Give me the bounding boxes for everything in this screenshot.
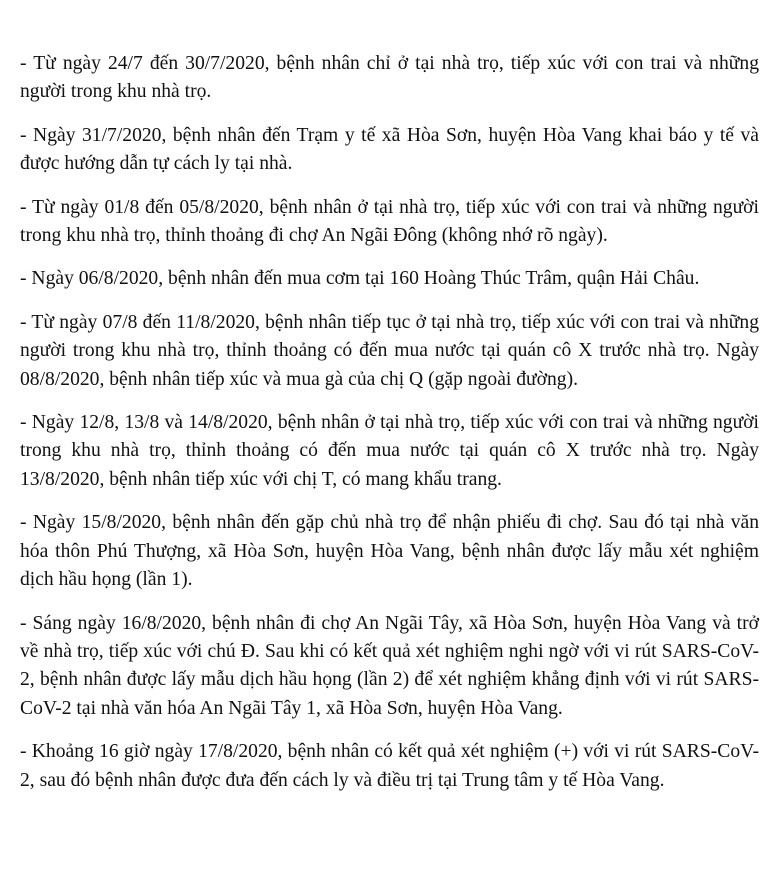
paragraph-5: - Từ ngày 07/8 đến 11/8/2020, bệnh nhân tiếp tục ở tại nhà trọ, tiếp xúc với con trai và những người trong khu nhà trọ, thỉnh thoảng có đến mua nước tại quán cô X trước nhà trọ. Ngày 08/8/2020, bệnh nhân tiếp xúc và mua gà của chị Q (gặp ngoài đường). bbox=[20, 311, 759, 390]
paragraph-1: - Từ ngày 24/7 đến 30/7/2020, bệnh nhân chỉ ở tại nhà trọ, tiếp xúc với con trai và những người trong khu nhà trọ. bbox=[20, 53, 759, 103]
paragraph-8: - Sáng ngày 16/8/2020, bệnh nhân đi chợ An Ngãi Tây, xã Hòa Sơn, huyện Hòa Vang và trở về nhà trọ, tiếp xúc với chú Đ. Sau khi có kết quả xét nghiệm nghi ngờ với vi rút SARS-CoV-2, bệnh nhân được lấy mẫu dịch hầu họng (lần 2) để xét nghiệm khẳng định với vi rút SARS-CoV-2 tại nhà văn hóa An Ngãi Tây 1, xã Hòa Sơn, huyện Hòa Vang. bbox=[20, 612, 759, 719]
paragraph-2: - Ngày 31/7/2020, bệnh nhân đến Trạm y tế xã Hòa Sơn, huyện Hòa Vang khai báo y tế và được hướng dẫn tự cách ly tại nhà. bbox=[20, 124, 759, 175]
paragraph-7: - Ngày 15/8/2020, bệnh nhân đến gặp chủ nhà trọ để nhận phiếu đi chợ. Sau đó tại nhà văn hóa thôn Phú Thượng, xã Hòa Sơn, huyện Hòa Vang, bệnh nhân được lấy mẫu xét nghiệm dịch hầu họng (lần 1). bbox=[20, 512, 759, 591]
paragraph-4: - Ngày 06/8/2020, bệnh nhân đến mua cơm tại 160 Hoàng Thúc Trâm, quận Hải Châu. bbox=[20, 268, 700, 290]
paragraph-3: - Từ ngày 01/8 đến 05/8/2020, bệnh nhân ở tại nhà trọ, tiếp xúc với con trai và những người trong khu nhà trọ, thỉnh thoảng đi chợ An Ngãi Đông (không nhớ rõ ngày). bbox=[20, 196, 759, 247]
paragraph-6: - Ngày 12/8, 13/8 và 14/8/2020, bệnh nhân ở tại nhà trọ, tiếp xúc với con trai và những người trong khu nhà trọ, thỉnh thoảng có đến mua nước tại quán cô X trước nhà trọ. Ngày 13/8/2020, bệnh nhân tiếp xúc với chị T, có mang khẩu trang. bbox=[20, 412, 759, 490]
paragraph-9: - Khoảng 16 giờ ngày 17/8/2020, bệnh nhân có kết quả xét nghiệm (+) với vi rút SARS-CoV-2, sau đó bệnh nhân được đưa đến cách ly và điều trị tại Trung tâm y tế Hòa Vang. bbox=[20, 741, 759, 791]
